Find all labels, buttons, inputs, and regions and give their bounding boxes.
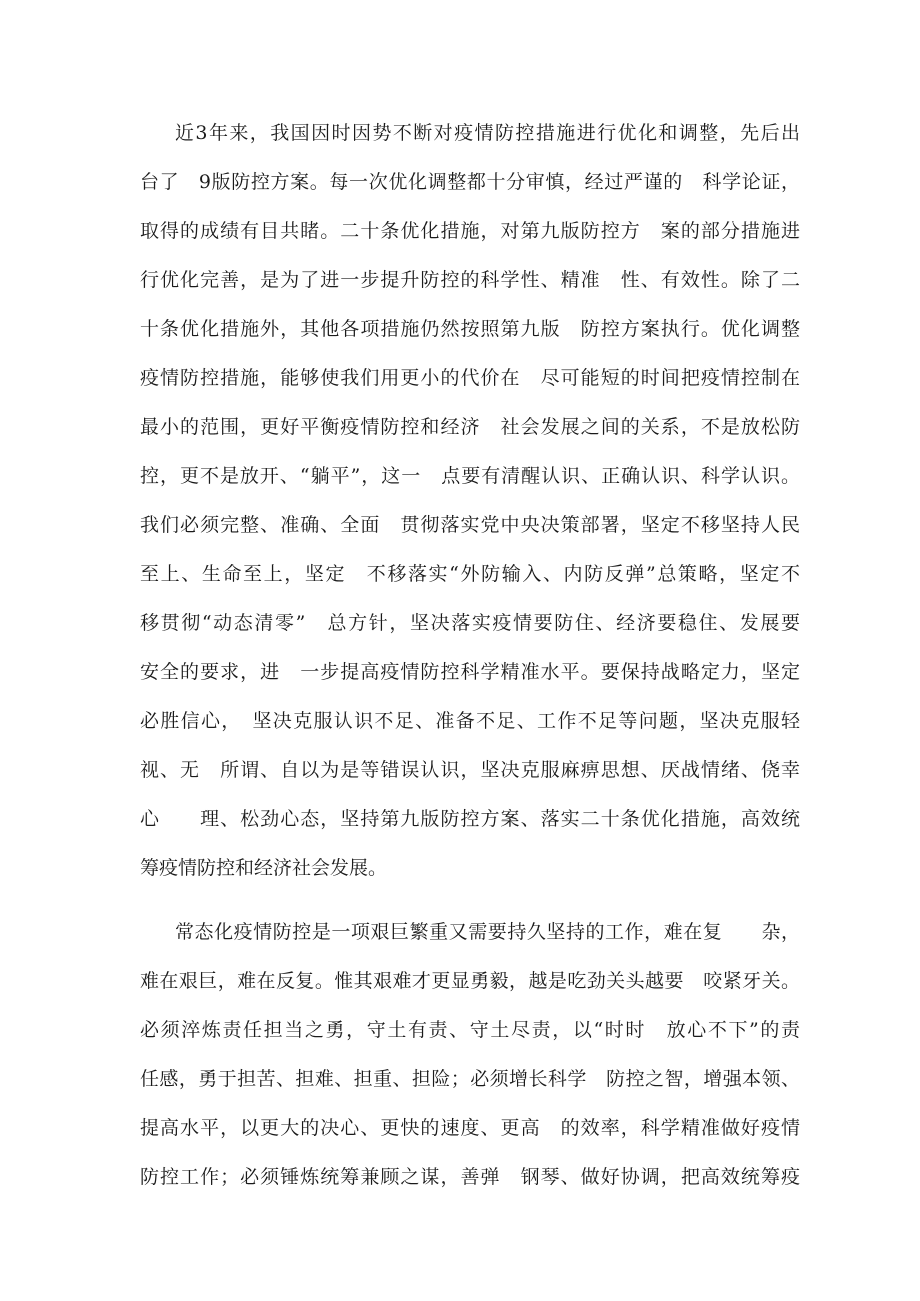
- paragraph-line: 提高水平，以更大的决心、更快的速度、更高 的效率，科学精准做好疫情: [140, 1117, 800, 1139]
- paragraph-line: 移贯彻“动态清零” 总方针，坚决落实疫情要防住、经济要稳住、发展要: [140, 612, 800, 634]
- paragraph-line: 控，更不是放开、“躺平”，这一 点要有清醒认识、正确认识、科学认识。: [140, 465, 800, 487]
- paragraph-line: 视、无 所谓、自以为是等错误认识，坚决克服麻痹思想、厌战情绪、侥幸: [140, 759, 800, 781]
- paragraph-line: 任感，勇于担苦、担难、担重、担险；必须增长科学 防控之智，增强本领、: [140, 1068, 800, 1090]
- paragraph-line: 疫情防控措施，能够使我们用更小的代价在 尽可能短的时间把疫情控制在: [140, 367, 800, 389]
- paragraph-line: 近3年来，我国因时因势不断对疫情防控措施进行优化和调整，先后出: [175, 122, 800, 144]
- paragraph-line: 难在艰巨，难在反复。惟其艰难才更显勇毅，越是吃劲关头越要 咬紧牙关。: [140, 970, 800, 992]
- paragraph-line: 必须淬炼责任担当之勇，守土有责、守土尽责，以“时时 放心不下”的责: [140, 1019, 800, 1041]
- paragraph-line: 行优化完善，是为了进一步提升防控的科学性、精准 性、有效性。除了二: [140, 269, 800, 291]
- paragraph-line: 筹疫情防控和经济社会发展。: [140, 857, 388, 879]
- paragraph-line: 我们必须完整、准确、全面 贯彻落实党中央决策部署，坚定不移坚持人民: [140, 514, 800, 536]
- paragraph-line: 常态化疫情防控是一项艰巨繁重又需要持久坚持的工作，难在复 杂，: [175, 921, 800, 943]
- paragraph-line: 必胜信心， 坚决克服认识不足、准备不足、工作不足等问题，坚决克服轻: [140, 710, 800, 732]
- paragraph-line: 至上、生命至上，坚定 不移落实“外防输入、内防反弹”总策略，坚定不: [140, 563, 800, 585]
- paragraph-line: 最小的范围，更好平衡疫情防控和经济 社会发展之间的关系，不是放松防: [140, 416, 800, 438]
- paragraph-line: 台了 9版防控方案。每一次优化调整都十分审慎，经过严谨的 科学论证，: [140, 171, 800, 193]
- paragraph-line: 十条优化措施外，其他各项措施仍然按照第九版 防控方案执行。优化调整: [140, 318, 800, 340]
- paragraph-line: 防控工作；必须锤炼统筹兼顾之谋，善弹 钢琴、做好协调，把高效统筹疫: [140, 1166, 800, 1188]
- paragraph-line: 心 理、松劲心态，坚持第九版防控方案、落实二十条优化措施，高效统: [140, 808, 800, 830]
- paragraph-line: 安全的要求，进 一步提高疫情防控科学精准水平。要保持战略定力，坚定: [140, 661, 800, 683]
- paragraph-line: 取得的成绩有目共睹。二十条优化措施，对第九版防控方 案的部分措施进: [140, 220, 800, 242]
